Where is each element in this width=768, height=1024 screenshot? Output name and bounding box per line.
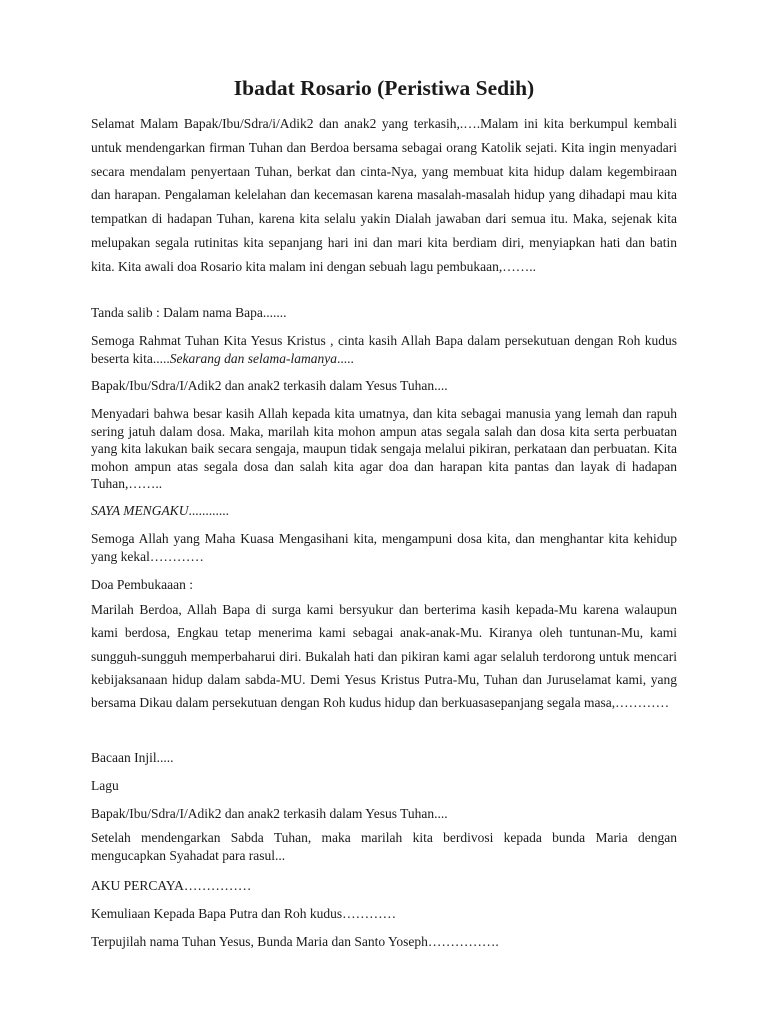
paragraph-praise: Terpujilah nama Tuhan Yesus, Bunda Maria dan Santo Yoseph…………….: [91, 934, 499, 949]
confiteor-ellipsis: ............: [188, 503, 229, 518]
paragraph-absolution: Semoga Allah yang Maha Kuasa Mengasihani kita, mengampuni dosa kita, dan menghantar kita kehidup yang kekal…………: [91, 531, 677, 564]
paragraph-opening-prayer: Marilah Berdoa, Allah Bapa di surga kami bersyukur dan berterima kasih kepada-Mu karena walaupun kami berdosa, Engkau tetap menerima kami sebagai anak-anak-Mu. Kiranya oleh tuntunan-Mu, kami sungguh-sungguh memperbaharui diri. Bukalah hati dan pikiran kami agar selaluh terdorong untuk mencari kebijaksanaan hidup dalam sabda-MU. Demi Yesus Kristus Putra-Mu, Tuhan dan Juruselamat kami, yang bersama Dikau dalam persekutuan dengan Roh kudus hidup dan berkuasasepanjang segala masa,…………: [91, 602, 677, 711]
paragraph-greeting: [91, 332, 677, 367]
paragraph-opening: Selamat Malam Bapak/Ibu/Sdra/i/Adik2 dan anak2 yang terkasih,.….Malam ini kita berkumpul kembali untuk mendengarkan firman Tuhan dan Berdoa bersama sebagai orang Katolik sejati. Kita ingin menyadari secara mendalam penyertaan Tuhan, berkat dan cinta-Nya, yang membuat kita hidup dalam kegembiraan dan harapan. Pengalaman kelelahan dan kecemasan karena masalah-masalah hidup yang dihadapi mau kita tempatkan di hadapan Tuhan, karena kita selalu yakin Dialah jawaban dari semua itu. Maka, sejenak kita melupakan segala rutinitas kita sepanjang hari ini dan mari kita berdiam diri, menyiapkan hati dan batin kita. Kita awali doa Rosario kita malam ini dengan sebuah lagu pembukaan,……..: [91, 116, 677, 274]
greeting-ellipsis: .....: [336, 350, 354, 366]
paragraph-sign-of-cross: Tanda salib : Dalam nama Bapa.......: [91, 305, 287, 320]
confiteor-label: SAYA MENGAKU: [91, 503, 189, 518]
paragraph-confiteor: [91, 499, 677, 523]
paragraph-gospel: Bacaan Injil.....: [91, 750, 174, 765]
document-title: Ibadat Rosario (Peristiwa Sedih): [233, 76, 535, 100]
paragraph-song: Lagu: [91, 778, 119, 793]
paragraph-creed: AKU PERCAYA……………: [91, 878, 252, 893]
paragraph-address: Bapak/Ibu/Sdra/I/Adik2 dan anak2 terkasih dalam Yesus Tuhan....: [91, 378, 448, 393]
paragraph-glory-be: Kemuliaan Kepada Bapa Putra dan Roh kudus…………: [91, 906, 397, 921]
paragraph-opening-prayer-label: Doa Pembukaaan :: [91, 577, 193, 592]
paragraph-penitence: Menyadari bahwa besar kasih Allah kepada kita umatnya, dan kita sebagai manusia yang lemah dan rapuh sering jatuh dalam dosa. Maka, marilah kita mohon ampun atas segala salah dan dosa kita serta perbuatan yang kita lakukan baik secara sengaja, maupun tidak sengaja melalui pikiran, perkataan dan perbuatan. Kita mohon ampun atas segala dosa dan salah kita agar doa dan harapan kita pantas dan layak di hadapan Tuhan,……..: [91, 406, 677, 492]
greeting-response: Sekarang dan selama-lamanya: [169, 350, 337, 366]
greeting-text: Semoga Rahmat Tuhan Kita Yesus Kristus , cinta kasih Allah Bapa dalam persekutuan dengan Roh kudus beserta kita.....: [91, 333, 677, 366]
paragraph-creed-intro: Setelah mendengarkan Sabda Tuhan, maka marilah kita berdivosi kepada bunda Maria dengan mengucapkan Syahadat para rasul...: [91, 830, 677, 863]
paragraph-address-2: Bapak/Ibu/Sdra/I/Adik2 dan anak2 terkasih dalam Yesus Tuhan....: [91, 806, 448, 821]
